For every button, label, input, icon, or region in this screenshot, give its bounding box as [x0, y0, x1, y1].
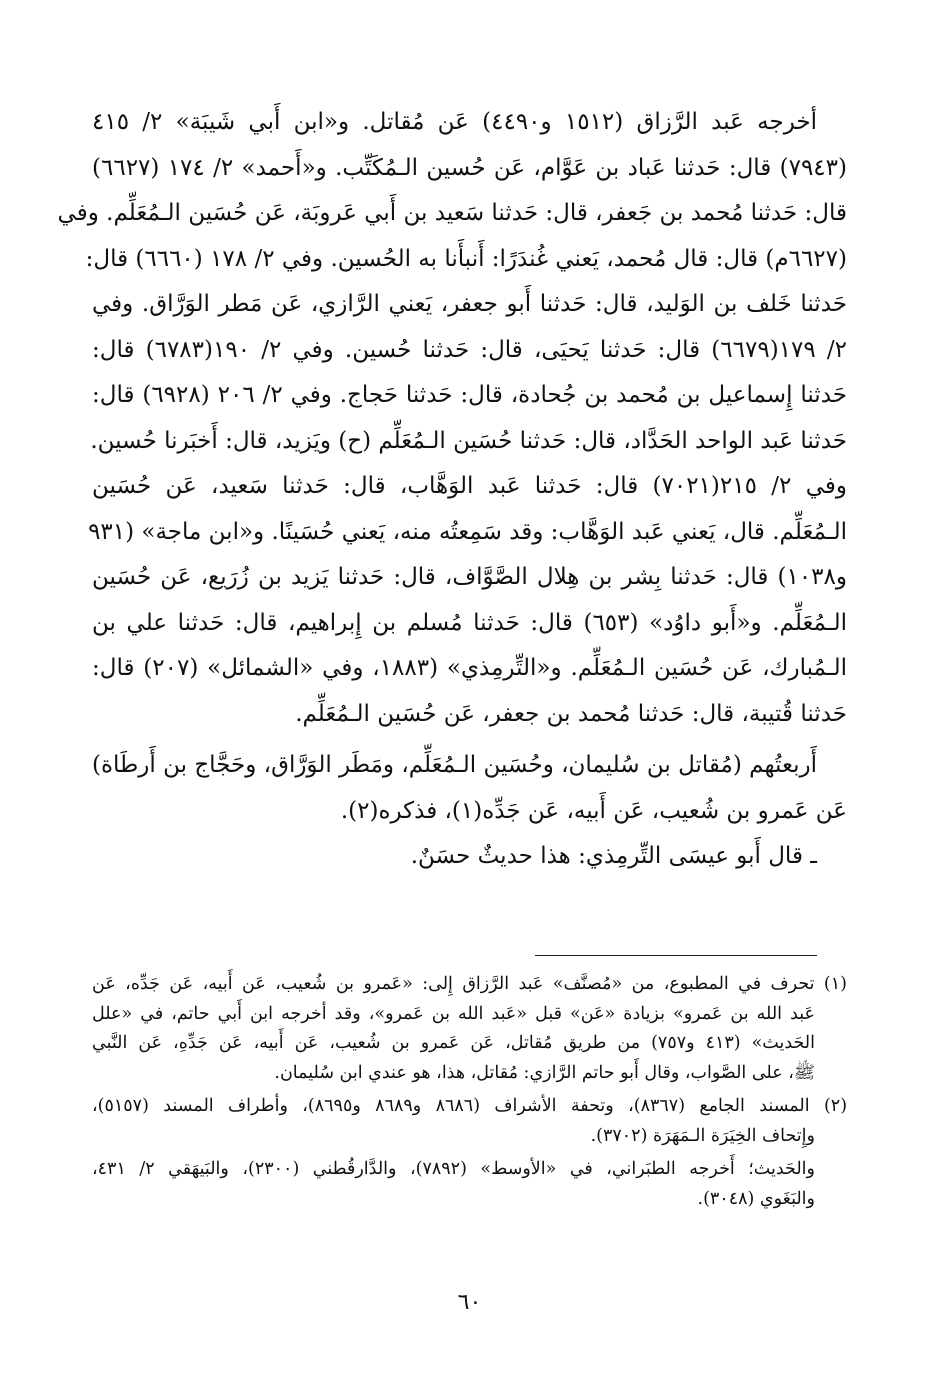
footnote-line: والحَديث؛ أَخرجه الطبَراني، في «الأوسط» (٧٨٩٢)، والدَّارقُطني (٢٣٠٠)، والبَيهَقي ٢/ ٤٣١،	[92, 1159, 815, 1179]
text-line: الـمُعَلِّم. و«أَبو داوُد» (٦٥٣) قال: حَدثنا مُسلم بن إِبراهيم، قال: حَدثنا علي بن	[92, 609, 847, 636]
text-line: وفي ٢/ ٢١٥(٧٠٢١) قال: حَدثنا عَبد الوَهَّاب، قال: حَدثنا سَعيد، عَن حُسَين	[92, 473, 847, 499]
text-line: عَن عَمرو بن شُعيب، عَن أَبيه، عَن جَدِّه(١)، فذكره(٢).	[340, 797, 847, 824]
footnotes	[92, 970, 847, 1214]
footnote-3	[92, 1155, 847, 1214]
footnote-1	[92, 970, 847, 1088]
text-line: (٦٦٢٧م) قال: قال مُحمد، يَعني غُندَرًا: أَنبأَنا به الحُسين. وفي ٢/ ١٧٨ (٦٦٦٠) قال:	[85, 245, 847, 272]
paragraph-3	[92, 834, 847, 880]
footnote-line: (١) تحرف في المطبوع، من «مُصنَّف» عَبد الرَّزاق إِلى: «عَمرو بن شُعيب، عَن أَبيه، عَن جَدِّه، عَن	[92, 974, 847, 994]
text-line: الـمُبارك، عَن حُسَين الـمُعَلِّم. و«التِّرمِذي» (١٨٨٣، وفي «الشمائل» (٢٠٧) قال:	[92, 655, 847, 681]
main-text	[57, 100, 848, 880]
footnote-line: ﷺ، على الصَّواب، وقال أَبو حاتم الرَّازي: مُقاتل، هذا، هو عندي ابن سُليمان.	[274, 1062, 815, 1083]
text-line: أَربعتُهم (مُقاتل بن سُليمان، وحُسَين الـمُعَلِّم، ومَطَر الوَرَّاق، وحَجَّاج بن أَرطَاة)	[91, 752, 817, 778]
text-line: حَدثنا خَلف بن الوَليد، قال: حَدثنا أَبو جعفر، يَعني الرَّازي، عَن مَطر الوَرَّاق. وفي	[92, 291, 847, 317]
footnote-line: عَبد الله بن عَمرو» بزيادة «عَن» قبل «عَبد الله بن عَمرو»، وقد أخرجه ابن أَبي حاتم، في «علل	[92, 1003, 815, 1024]
text-line: (٧٩٤٣) قال: حَدثنا عَباد بن عَوَّام، عَن حُسين الـمُكَتِّب. و«أَحمد» ٢/ ١٧٤ (٦٦٢٧)	[92, 154, 847, 181]
footnote-line: وإِتحاف الخِيَرَة الـمَهَرَة (٣٧٠٢).	[590, 1125, 815, 1146]
text-line: و١٠٣٨) قال: حَدثنا بِشر بن هِلال الصَّوَّاف، قال: حَدثنا يَزيد بن زُرَيع، عَن حُسَين	[92, 564, 847, 590]
text-line: حَدثنا قُتيبة، قال: حَدثنا مُحمد بن جعفر، عَن حُسَين الـمُعَلِّم.	[295, 700, 847, 727]
footnote-line: الحَديث» (٤١٣ و٧٥٧) من طريق مُقاتل، عَن عَمرو بن شُعيب، عَن أَبيه، عَن جَدِّهِ، عَن النَّبي	[92, 1033, 816, 1053]
paragraph-1	[57, 100, 848, 737]
paragraph-2	[92, 743, 847, 834]
page-number: ٦٠	[457, 1290, 482, 1315]
text-line: أخرجه عَبد الرَّزاق (١٥١٢ و٤٤٩٠) عَن مُقاتل. و«ابن أَبي شَيبَة» ٢/ ٤١٥	[92, 109, 817, 135]
footnote-line: والبَغَوي (٣٠٤٨).	[697, 1188, 815, 1209]
text-line: الـمُعَلِّم. قال، يَعني عَبد الوَهَّاب: وقد سَمِعتُه منه، يَعني حُسَينًا. و«ابن ماجة» (٩٣١	[88, 518, 847, 545]
footnote-line: (٢) المسند الجامع (٨٣٦٧)، وتحفة الأشراف (٨٦٨٦ و٨٦٨٩ و٨٦٩٥)، وأطراف المسند (٥١٥٧)،	[92, 1096, 848, 1116]
footnote-2	[92, 1092, 847, 1151]
text-line: ٢/ ١٧٩(٦٦٧٩) قال: حَدثنا يَحيَى، قال: حَدثنا حُسين. وفي ٢/ ١٩٠(٦٧٨٣) قال:	[92, 336, 848, 363]
footnote-separator	[535, 955, 817, 956]
text-line: حَدثنا إِسماعيل بن مُحمد بن جُحادة، قال: حَدثنا حَجاج. وفي ٢/ ٢٠٦ (٦٩٢٨) قال:	[92, 382, 847, 408]
text-line: ـ قال أَبو عيسَى التِّرمِذي: هذا حديثٌ حسَنٌ.	[410, 843, 817, 869]
text-line: حَدثنا عَبد الواحد الحَدَّاد، قال: حَدثنا حُسَين الـمُعَلِّم (ح) ويَزيد، قال: أَخبَرنا حُسين.	[90, 427, 847, 454]
text-line: قال: حَدثنا مُحمد بن جَعفر، قال: حَدثنا سَعيد بن أَبي عَروبَة، عَن حُسَين الـمُعَلِّم. وفي	[57, 200, 847, 226]
